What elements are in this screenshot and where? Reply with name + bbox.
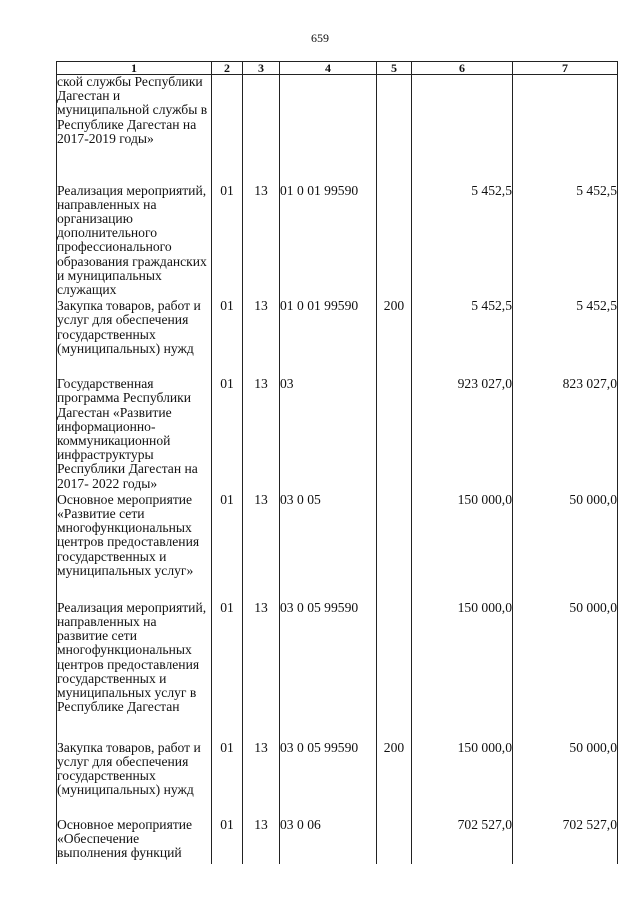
cell-amount-2-text: 5 452,5: [576, 182, 617, 198]
cell-subsection-text: 13: [254, 816, 268, 832]
header-col-4: 4: [280, 62, 377, 75]
cell-section: [212, 739, 243, 816]
cell-target-article: [280, 491, 377, 599]
cell-expense-type: [377, 739, 412, 816]
cell-expense-type-text: [377, 75, 411, 77]
cell-amount-1: [412, 297, 513, 375]
cell-amount-2-text: 5 452,5: [576, 298, 617, 314]
cell-target-article: [280, 375, 377, 491]
cell-section-text: [212, 75, 242, 77]
cell-expense-type: [377, 599, 412, 739]
row-name: [57, 491, 212, 599]
row-name: [57, 599, 212, 739]
cell-section: [212, 491, 243, 599]
cell-target-article-text: 03 0 05 99590: [280, 739, 359, 755]
header-row: [57, 62, 618, 75]
cell-section-text: 01: [220, 491, 234, 507]
header-col-2: 2: [212, 62, 243, 75]
cell-section: [212, 182, 243, 298]
cell-amount-1: [412, 182, 513, 298]
page-number: 659: [311, 31, 329, 45]
cell-section: [212, 599, 243, 739]
cell-subsection: [243, 816, 280, 864]
cell-section-text: 01: [220, 816, 234, 832]
cell-target-article-text: 01 0 01 99590: [280, 298, 359, 314]
cell-subsection: [243, 75, 280, 182]
cell-amount-2-text: [513, 75, 617, 77]
cell-target-article-text: 03: [280, 376, 294, 392]
cell-amount-2: [513, 75, 618, 182]
cell-amount-1-text: 150 000,0: [457, 599, 512, 615]
cell-target-article: [280, 599, 377, 739]
cell-expense-type: [377, 182, 412, 298]
cell-target-article: [280, 739, 377, 816]
cell-target-article: [280, 297, 377, 375]
cell-expense-type: [377, 491, 412, 599]
cell-expense-type-text: [377, 599, 411, 601]
cell-expense-type: [377, 297, 412, 375]
cell-amount-1-text: 923 027,0: [457, 376, 512, 392]
cell-amount-1: [412, 816, 513, 864]
cell-expense-type-text: 200: [383, 298, 405, 314]
cell-target-article: [280, 182, 377, 298]
cell-expense-type-text: [377, 491, 411, 493]
cell-section-text: 01: [220, 298, 234, 314]
header-col-7: 7: [513, 62, 618, 75]
cell-amount-1-text: 150 000,0: [457, 739, 512, 755]
cell-target-article: [280, 75, 377, 182]
cell-subsection-text: 13: [254, 376, 268, 392]
row-name-text: Реализация мероприятий, направленных на развитие сети многофункциональных центров предоставления государственных и муниципальных услуг в Республике Дагестан: [57, 599, 207, 715]
cell-section-text: 01: [220, 376, 234, 392]
cell-section: [212, 375, 243, 491]
cell-subsection: [243, 491, 280, 599]
cell-amount-2: [513, 375, 618, 491]
row-name-text: Закупка товаров, работ и услуг для обеспечения государственных (муниципальных) нужд: [57, 298, 201, 356]
row-name: [57, 816, 212, 864]
row-name-text: Основное мероприятие «Обеспечение выполнения функций: [57, 816, 193, 861]
cell-amount-2: [513, 816, 618, 864]
table-row: [57, 75, 618, 182]
header-col-5: 5: [377, 62, 412, 75]
cell-amount-1: [412, 75, 513, 182]
cell-section-text: 01: [220, 599, 234, 615]
row-name-text: Закупка товаров, работ и услуг для обеспечения государственных (муниципальных) нужд: [57, 739, 201, 798]
cell-subsection-text: 13: [254, 298, 268, 314]
cell-amount-1-text: [412, 75, 512, 77]
row-name: [57, 739, 212, 816]
row-name: [57, 182, 212, 298]
cell-subsection: [243, 739, 280, 816]
cell-amount-2: [513, 491, 618, 599]
cell-target-article-text: 03 0 05: [280, 491, 321, 507]
cell-amount-1-text: 5 452,5: [471, 182, 512, 198]
cell-subsection-text: [243, 75, 279, 77]
table-row: [57, 739, 618, 816]
cell-section-text: 01: [220, 182, 234, 198]
row-name: [57, 375, 212, 491]
cell-amount-1: [412, 491, 513, 599]
cell-amount-2: [513, 182, 618, 298]
row-name-text: ской службы Республики Дагестан и муниципальной службы в Республике Дагестан на 2017-2019 годы»: [57, 74, 208, 146]
cell-target-article-text: 01 0 01 99590: [280, 182, 359, 198]
cell-expense-type-text: [377, 816, 411, 818]
cell-amount-2: [513, 599, 618, 739]
cell-amount-2: [513, 297, 618, 375]
cell-expense-type: [377, 816, 412, 864]
cell-amount-2-text: 50 000,0: [569, 739, 617, 755]
row-name-text: Государственная программа Республики Дагестан «Развитие информационно-коммуникационной инфраструктуры Республики Дагестан на 2017- 2022 годы»: [57, 376, 198, 491]
cell-expense-type: [377, 375, 412, 491]
header-col-3: 3: [243, 62, 280, 75]
header-col-1: 1: [57, 62, 212, 75]
cell-expense-type-text: 200: [383, 739, 405, 755]
cell-target-article-text: 03 0 06: [280, 816, 321, 832]
table-row: [57, 816, 618, 864]
cell-amount-2-text: 50 000,0: [569, 599, 617, 615]
cell-section: [212, 75, 243, 182]
table-row: [57, 599, 618, 739]
cell-subsection: [243, 297, 280, 375]
cell-subsection: [243, 375, 280, 491]
cell-subsection-text: 13: [254, 182, 268, 198]
cell-amount-1: [412, 739, 513, 816]
cell-amount-1-text: 150 000,0: [457, 491, 512, 507]
cell-target-article: [280, 816, 377, 864]
cell-amount-1-text: 5 452,5: [471, 298, 512, 314]
cell-subsection-text: 13: [254, 739, 268, 755]
row-name: [57, 75, 212, 182]
cell-amount-1: [412, 599, 513, 739]
cell-expense-type-text: [377, 375, 411, 377]
cell-amount-1-text: 702 527,0: [457, 816, 512, 832]
cell-target-article-text: [280, 75, 376, 77]
budget-table: [56, 61, 618, 864]
row-name-text: Основное мероприятие «Развитие сети многофункциональных центров предоставления государственных и муниципальных услуг»: [57, 491, 200, 578]
cell-subsection: [243, 599, 280, 739]
cell-amount-2: [513, 739, 618, 816]
cell-amount-2-text: 823 027,0: [562, 376, 617, 392]
table-row: [57, 491, 618, 599]
cell-expense-type-text: [377, 182, 411, 184]
cell-amount-2-text: 50 000,0: [569, 491, 617, 507]
cell-subsection: [243, 182, 280, 298]
cell-section: [212, 297, 243, 375]
cell-expense-type: [377, 75, 412, 182]
cell-target-article-text: 03 0 05 99590: [280, 599, 359, 615]
table-row: [57, 297, 618, 375]
cell-amount-1: [412, 375, 513, 491]
table-row: [57, 375, 618, 491]
table-row: [57, 182, 618, 298]
cell-subsection-text: 13: [254, 599, 268, 615]
cell-section-text: 01: [220, 739, 234, 755]
header-col-6: 6: [412, 62, 513, 75]
cell-subsection-text: 13: [254, 491, 268, 507]
cell-amount-2-text: 702 527,0: [562, 816, 617, 832]
row-name-text: Реализация мероприятий, направленных на организацию дополнительного профессионального образования гражданских и муниципальных служащих: [57, 182, 207, 297]
row-name: [57, 297, 212, 375]
cell-section: [212, 816, 243, 864]
